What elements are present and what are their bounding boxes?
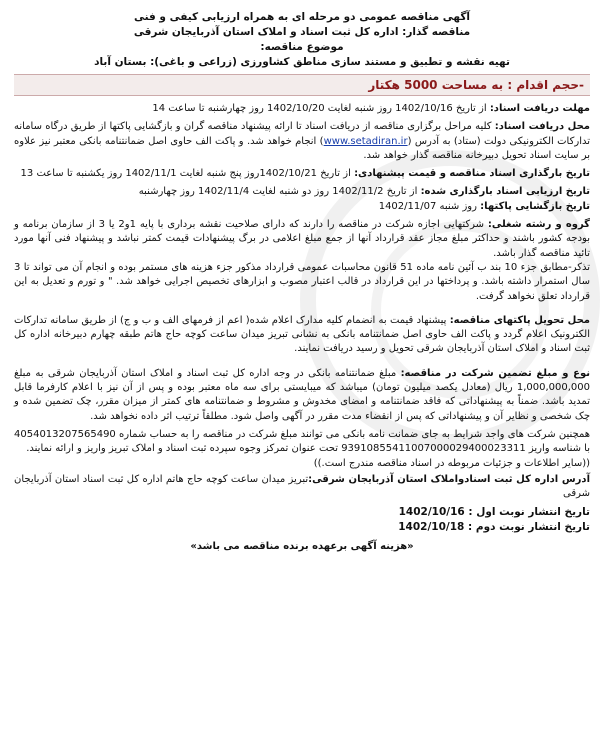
upload-deadline-label: تاریخ بارگذاری اسناد مناقصه و قیمت پیشنهادی: <box>354 168 590 180</box>
upload-deadline-text: از تاریخ 1402/10/21روز پنج شنبه لغایت 1402/11/1 روز یکشنبه تا ساعت 13 <box>20 168 355 180</box>
note-text: تذکر-مطابق جزء 10 بند ب آئین نامه ماده 51 قانون محاسبات عمومی قرارداد مذکور جزء هزینه های مستمر بوده و انجام آن می تواند تا 3 سال استمرار داشته باشد. و پرداختها در این قرارداد در قالب اعتبار مصوب و ابزارهای تخصیص اجرایی خواهد شد. " و تورم و تعدیل به این قرارداد تعلق نخواهد گرفت. <box>14 261 590 302</box>
guarantee-label: نوع و مبلغ تضمین شرکت در مناقصه: <box>400 367 590 379</box>
address-label: آدرس اداره کل ثبت اسنادواملاک استان آذربایجان شرقی: <box>308 473 590 485</box>
doc-receipt-text-2: ) انجام خواهد شد. و پاکت الف حاوی اصل ضمانتنامه بانکی معتبر نیز علاوه بر سایت اسناد تحویل دبیرخانه مناقصه گذار خواهد شد. <box>14 135 590 161</box>
deadline-doc-label: مهلت دریافت اسناد: <box>489 103 590 114</box>
address-section <box>14 473 590 502</box>
notice-header <box>14 10 590 70</box>
group-field-section <box>14 218 590 261</box>
opening-date-text: روز شنبه 1402/11/07 <box>378 200 481 212</box>
setad-link[interactable]: www.setadiran.ir <box>323 135 408 147</box>
publish-dates <box>14 505 590 535</box>
cost-footer: «هزینه آگهی برعهده برنده مناقصه می باشد» <box>190 541 414 553</box>
other-info-text: ((سایر اطلاعات و جزئیات مربوطه در اسناد مناقصه مندرج است.)) <box>313 457 590 469</box>
eval-date-section <box>14 185 590 199</box>
deadline-doc-section <box>14 102 590 116</box>
address-text: تبریز میدان ساعت کوچه حاج هاتم اداره کل ثبت اسناد استان آذربایجان شرقی <box>14 473 590 500</box>
publish-second: تاریخ انتشار نوبت دوم : 1402/10/18 <box>398 521 590 534</box>
other-info-section <box>14 457 590 471</box>
doc-receipt-section <box>14 120 590 163</box>
group-field-text: شرکتهایی اجازه شرکت در مناقصه را دارند که دارای صلاحیت نقشه برداری با پایه 1و2 یا 3 از سازمان برنامه و بودجه کشور باشند و حداکثر مبلغ مجاز عقد قرارداد آنها از جمع مبلغ اعلامی در برگ پیشنهادات قیمت کمتر نباشد و پیشنهاد فنی آنها مورد تائید مناقصه گذار باشد. <box>14 219 590 259</box>
notice-title: آگهی مناقصه عمومی دو مرحله ای به همراه ارزیابی کیفی و فنی <box>133 11 471 23</box>
opening-date-label: تاریخ بازگشایی پاکتها: <box>480 200 590 212</box>
doc-receipt-text: کلیه مراحل برگزاری مناقصه از دریافت اسناد تا ارائه پیشنهاد مناقصه گران و بازگشایی پاکتها از طریق درگاه سامانه تدارکات الکترونیکی دولت (ستاد) به آدرس ( <box>14 121 591 147</box>
eval-date-label: تاریخ ارزیابی اسناد بارگذاری شده: <box>420 186 590 198</box>
volume-text: -حجم اقدام : به مساحت 5000 هکتار <box>368 78 584 92</box>
delivery-section <box>14 314 590 357</box>
eval-date-text: از تاریخ 1402/11/2 روز دو شنبه لغایت 1402/11/4 روز چهارشنبه <box>138 186 421 198</box>
subject-text: تهیه نقشه و تطبیق و مستند سازی مناطق کشاورزی (زراعی و باغی): بستان آباد <box>94 56 510 68</box>
delivery-label: محل تحویل پاکتهای مناقصه: <box>449 314 590 326</box>
delivery-text: پیشنهاد قیمت به انضمام کلیه مدارک اعلام شده( اعم از فرمهای الف و ب و ج) از طریق سامانه تدارکات الکترونیک اعلام گردد و پاکت الف حاوی اصل ضمانتنامه بانکی به نشانی تبریز میدان ساعت کوچه حاج هاتم طبقه چهارم دبیرخانه اداره کل ثبت اسناد و املاک استان آذربایجان شرقی تحویل و رسید دریافت نمایند. <box>14 314 590 355</box>
note-section <box>14 261 590 304</box>
publish-first: تاریخ انتشار نوبت اول : 1402/10/16 <box>398 506 590 519</box>
tenderer-line: مناقصه گذار: اداره کل ثبت اسناد و املاک استان آذربایجان شرقی <box>133 26 471 38</box>
deposit-section <box>14 428 590 457</box>
guarantee-text: مبلغ ضمانتنامه بانکی در وجه اداره کل ثبت اسناد و املاک استان آذربایجان شرقی به مبلغ 1,000,000,000 ریال (معادل یکصد میلیون تومان) میباشد که میبایستی برای سه ماه معتبر بوده و پس از آن نیز با اعلام کارفرما قابل تمدید باشد. ضمناً به پیشنهاداتی که فاقد ضمانتنامه و امضای مخدوش و مشروط و ضمانتنامه های کمتر از میزان مقرر، چک تضمین شده و چک شخصی و نظایر آن و پیشنهاداتی که پس از انقضاء مدت مقرر در آگهی واصل شود. مطلقاً ترتیب اثر داده نخواهد شد. <box>14 367 590 422</box>
upload-deadline-section <box>14 167 590 181</box>
volume-band <box>14 74 590 96</box>
group-field-label: گروه و رشته شغلی: <box>487 219 591 231</box>
deadline-doc-text: از تاریخ 1402/10/16 روز شنبه لغایت 1402/10/20 روز چهارشنبه تا ساعت 14 <box>152 103 490 114</box>
subject-label: موضوع مناقصه: <box>260 41 344 53</box>
opening-date-section <box>14 200 590 214</box>
deposit-text: همچنین شرکت های واجد شرایط به جای ضمانت نامه بانکی می توانند مبلغ شرکت در مناقصه را به حساب شماره 4054013207565490 با شناسه واریز 93910855411007000029400023311 تحت عنوان تمرکز وجوه سپرده ثبت اسناد و املاک تبریز واریز و ارائه نمایند. <box>14 428 590 455</box>
guarantee-section <box>14 367 590 424</box>
doc-receipt-label: محل دریافت اسناد: <box>494 121 590 133</box>
